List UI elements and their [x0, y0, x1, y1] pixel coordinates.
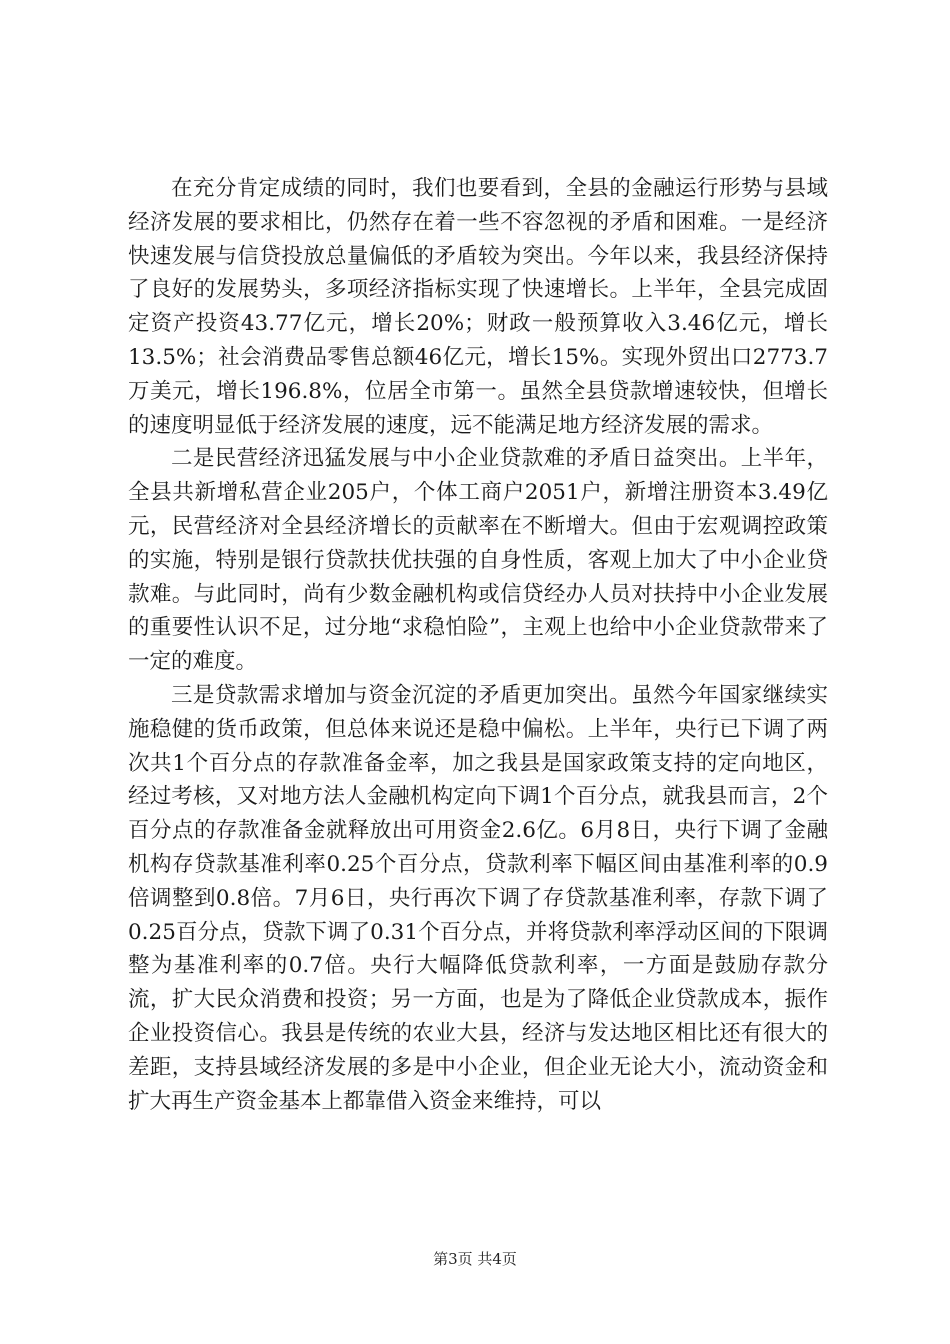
paragraph-2: 二是民营经济迅猛发展与中小企业贷款难的矛盾日益突出。上半年，全县共新增私营企业205户，个体工商户2051户，新增注册资本3.49亿元，民营经济对全县经济增长的贡献率在不断增大。但由于宏观调控政策的实施，特别是银行贷款扶优扶强的自身性质，客观上加大了中小企业贷款难。与此同时，尚有少数金融机构或信贷经办人员对扶持中小企业发展的重要性认识不足，过分地“求稳怕险”，主观上也给中小企业贷款带来了一定的难度。: [128, 446, 828, 675]
page-number-footer: 第3页 共4页: [433, 1250, 517, 1268]
paragraph-1: 在充分肯定成绩的同时，我们也要看到，全县的金融运行形势与县域经济发展的要求相比，仍然存在着一些不容忽视的矛盾和困难。一是经济快速发展与信贷投放总量偏低的矛盾较为突出。今年以来，我县经济保持了良好的发展势头，多项经济指标实现了快速增长。上半年，全县完成固定资产投资43.77亿元，增长20%；财政一般预算收入3.46亿元，增长13.5%；社会消费品零售总额46亿元，增长15%。实现外贸出口2773.7万美元，增长196.8%，位居全市第一。虽然全县贷款增速较快，但增长的速度明显低于经济发展的速度，远不能满足地方经济发展的需求。: [128, 176, 828, 438]
document-body: [128, 172, 828, 1118]
paragraph-3: 三是贷款需求增加与资金沉淀的矛盾更加突出。虽然今年国家继续实施稳健的货币政策，但总体来说还是稳中偏松。上半年，央行已下调了两次共1个百分点的存款准备金率，加之我县是国家政策支持的定向地区，经过考核，又对地方法人金融机构定向下调1个百分点，就我县而言，2个百分点的存款准备金就释放出可用资金2.6亿。6月8日，央行下调了金融机构存贷款基准利率0.25个百分点，贷款利率下幅区间由基准利率的0.9倍调整到0.8倍。7月6日，央行再次下调了存贷款基准利率，存款下调了0.25百分点，贷款下调了0.31个百分点，并将贷款利率浮动区间的下限调整为基准利率的0.7倍。央行大幅降低贷款利率，一方面是鼓励存款分流，扩大民众消费和投资；另一方面，也是为了降低企业贷款成本，振作企业投资信心。我县是传统的农业大县，经济与发达地区相比还有很大的差距，支持县域经济发展的多是中小企业，但企业无论大小，流动资金和扩大再生产资金基本上都靠借入资金来维持，可以: [128, 682, 828, 1114]
